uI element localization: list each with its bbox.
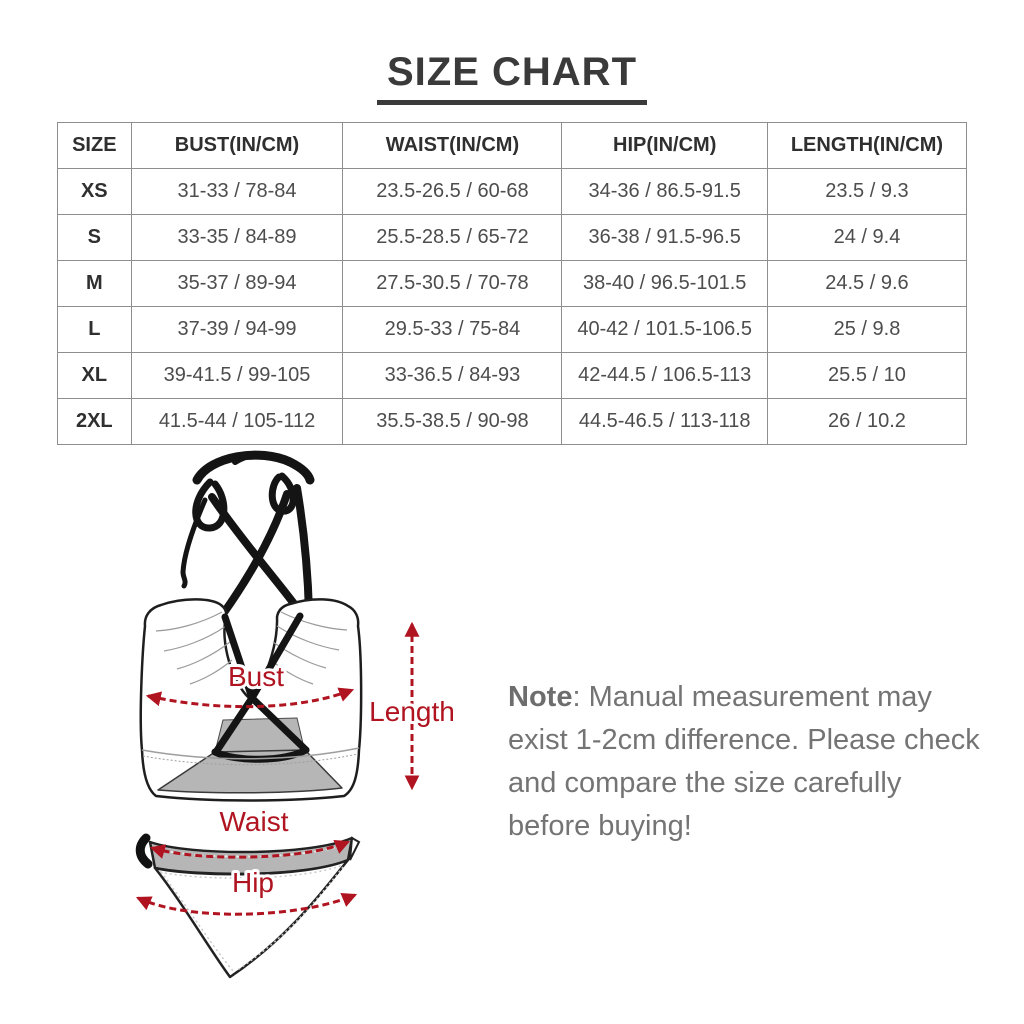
cell-bust: 41.5-44 / 105-112 <box>131 399 343 445</box>
column-header-bust: BUST(IN/CM) <box>131 123 343 169</box>
cell-bust: 39-41.5 / 99-105 <box>131 353 343 399</box>
bust-label: Bust <box>227 661 285 692</box>
halter-straps <box>183 454 310 614</box>
note-label: Note <box>508 681 573 713</box>
table-row-2xl <box>58 399 967 445</box>
cell-bust: 33-35 / 84-89 <box>131 215 343 261</box>
side-trim <box>140 838 148 864</box>
measurement-diagram <box>60 440 520 1024</box>
header-row <box>58 123 967 169</box>
cell-size: 2XL <box>58 399 132 445</box>
cell-size: XL <box>58 353 132 399</box>
cell-hip: 34-36 / 86.5-91.5 <box>562 169 767 215</box>
cell-waist: 25.5-28.5 / 65-72 <box>343 215 562 261</box>
table-row-s <box>58 215 967 261</box>
column-header-length: LENGTH(IN/CM) <box>767 123 966 169</box>
waistband-fold <box>350 838 359 860</box>
cell-size: S <box>58 215 132 261</box>
cell-size: L <box>58 307 132 353</box>
cell-bust: 37-39 / 94-99 <box>131 307 343 353</box>
cell-length: 24.5 / 9.6 <box>767 261 966 307</box>
cell-size: XS <box>58 169 132 215</box>
cell-waist: 35.5-38.5 / 90-98 <box>343 399 562 445</box>
cell-bust: 35-37 / 89-94 <box>131 261 343 307</box>
cell-waist: 23.5-26.5 / 60-68 <box>343 169 562 215</box>
table-row-xs <box>58 169 967 215</box>
note-text: : Manual measurement may exist 1-2cm difference. Please check and compare the size carefully before buying! <box>508 681 980 842</box>
cell-hip: 38-40 / 96.5-101.5 <box>562 261 767 307</box>
cell-length: 23.5 / 9.3 <box>767 169 966 215</box>
page-title-row <box>0 50 1024 105</box>
cell-waist: 33-36.5 / 84-93 <box>343 353 562 399</box>
column-header-size: SIZE <box>58 123 132 169</box>
hip-label: Hip <box>231 867 275 898</box>
cell-hip: 40-42 / 101.5-106.5 <box>562 307 767 353</box>
cell-length: 26 / 10.2 <box>767 399 966 445</box>
column-header-hip: HIP(IN/CM) <box>562 123 767 169</box>
cell-length: 24 / 9.4 <box>767 215 966 261</box>
page-title: SIZE CHART <box>377 50 647 105</box>
table-row-xl <box>58 353 967 399</box>
cell-hip: 44.5-46.5 / 113-118 <box>562 399 767 445</box>
cell-bust: 31-33 / 78-84 <box>131 169 343 215</box>
table-row-m <box>58 261 967 307</box>
cell-length: 25.5 / 10 <box>767 353 966 399</box>
cell-length: 25 / 9.8 <box>767 307 966 353</box>
measurement-note <box>508 676 980 848</box>
cell-hip: 36-38 / 91.5-96.5 <box>562 215 767 261</box>
cell-waist: 27.5-30.5 / 70-78 <box>343 261 562 307</box>
length-label: Length <box>369 696 455 727</box>
table-row-l <box>58 307 967 353</box>
size-chart-table <box>57 122 967 445</box>
cell-size: M <box>58 261 132 307</box>
cell-hip: 42-44.5 / 106.5-113 <box>562 353 767 399</box>
bikini-top-illustration <box>141 454 361 800</box>
column-header-waist: WAIST(IN/CM) <box>343 123 562 169</box>
cell-waist: 29.5-33 / 75-84 <box>343 307 562 353</box>
waist-label: Waist <box>219 806 289 837</box>
